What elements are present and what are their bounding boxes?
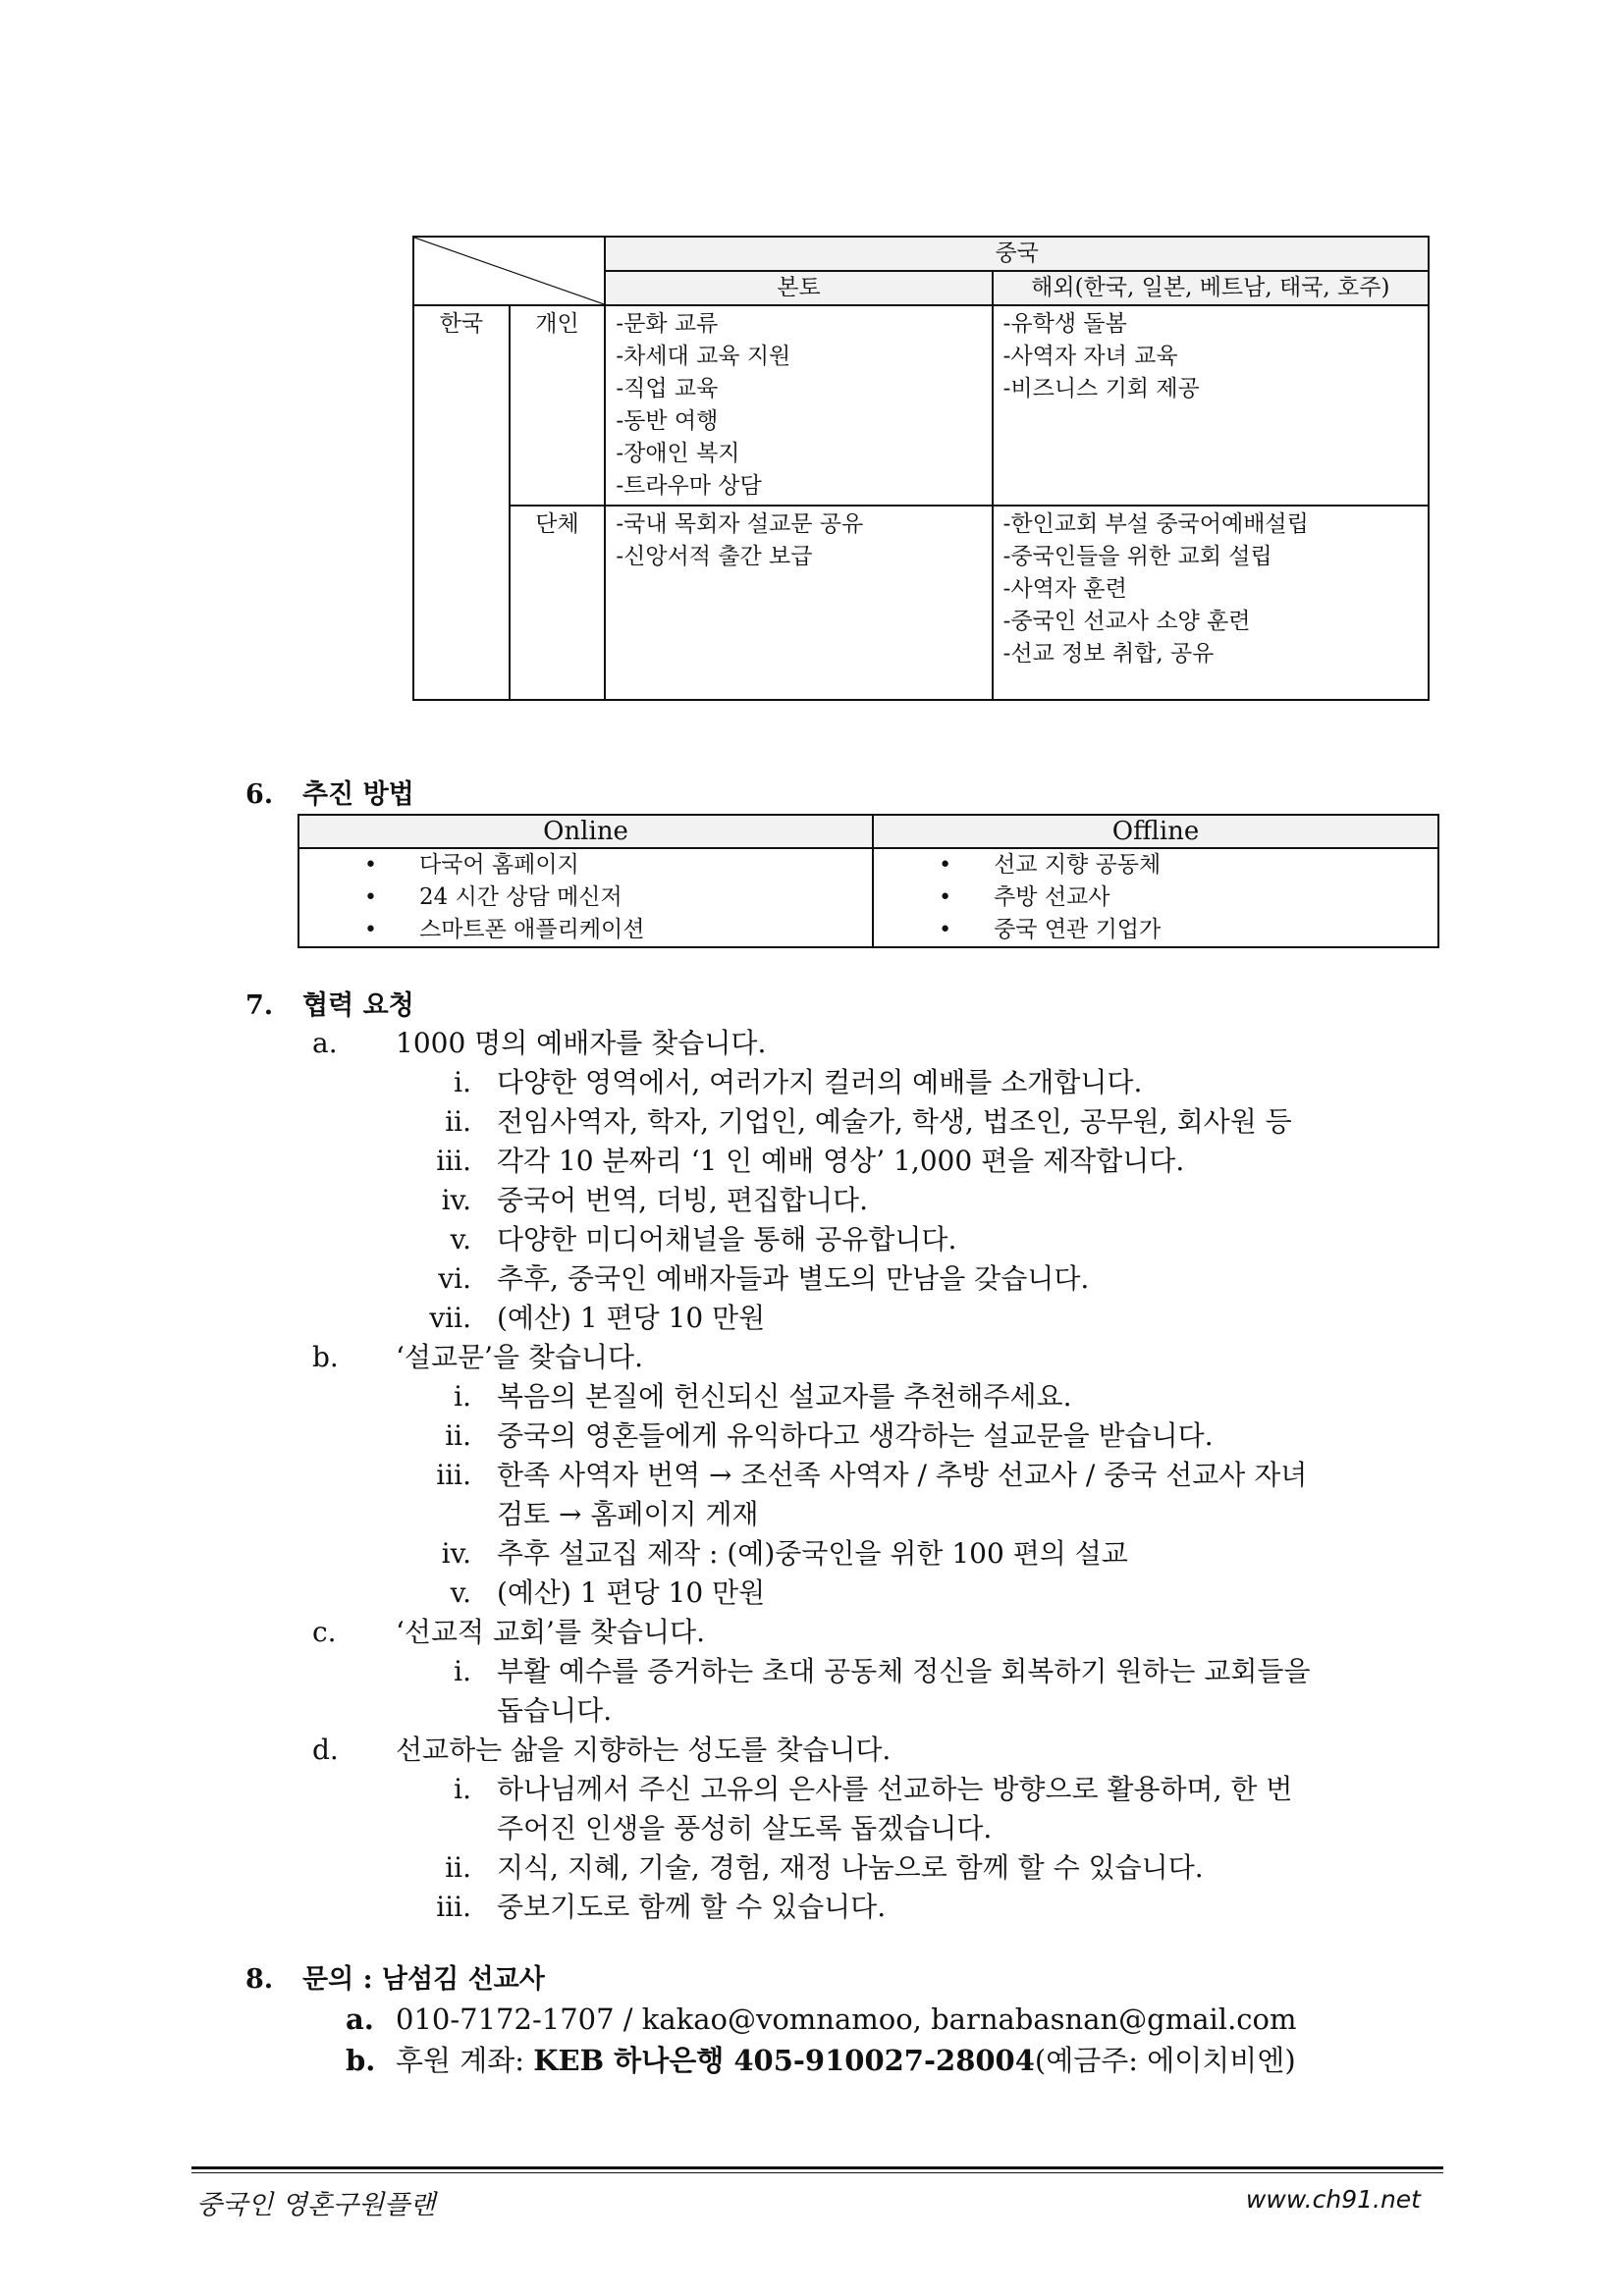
list-item: v. 다양한 미디어채널을 통해 공유합니다. [450,1223,957,1255]
list-item: vii. (예산) 1 편당 10 만원 [429,1302,766,1334]
list-item: i. 부활 예수를 증거하는 초대 공동체 정신을 회복하기 원하는 교회들을 [454,1655,1311,1687]
header-mainland: 본토 [605,271,992,305]
cooperation-matrix-table [412,236,1430,701]
header-online: Online [298,815,873,848]
row-label-individual: 개인 [510,305,606,506]
list-item: -유학생 돌봄 [1002,311,1127,337]
header-china: 중국 [605,237,1429,271]
list-item: c. ‘선교적 교회’를 찾습니다. [312,1616,705,1648]
list-item: -장애인 복지 [616,441,740,466]
section-7-heading [245,984,414,1022]
list-item: d. 선교하는 삶을 지향하는 성도를 찾습니다. [312,1734,892,1766]
list-item: • 추방 선교사 [884,881,1428,914]
list-item: iii. 한족 사역자 번역 → 조선족 사역자 / 추방 선교사 / 중국 선교사 자녀 [436,1459,1308,1491]
list-item: -신앙서적 출간 보급 [616,544,813,569]
list-item: -사역자 훈련 [1002,576,1127,602]
contact-item: a. 010-7172-1707 / kakao@vomnamoo, barnabasnan@gmail.com [0,1999,1623,2040]
list-item: -중국인들을 위한 교회 설립 [1002,544,1272,569]
list-item: • 선교 지향 공동체 [884,849,1428,881]
list-item: i. 다양한 영역에서, 여러가지 컬러의 예배를 소개합니다. [454,1066,1143,1098]
offline-cell [873,848,1438,947]
list-item: v. (예산) 1 편당 10 만원 [450,1576,766,1609]
footer-title: 중국인 영혼구원플랜 [196,2190,436,2220]
method-table [298,814,1439,948]
cell-group-mainland [605,506,992,700]
account-prefix: 후원 계좌: [396,2044,534,2077]
diagonal-header-cell [413,237,605,305]
section-title: 협력 요청 [302,990,414,1021]
list-item: • 중국 연관 기업가 [884,914,1428,946]
section-title: 문의 : 남섬김 선교사 [302,1964,545,1995]
section-8-heading [245,1957,545,1996]
footer-rule [191,2166,1443,2169]
list-item-continuation: 주어진 인생을 풍성히 살도록 돕겠습니다. [497,1812,993,1844]
list-item: ii. 중국의 영혼들에게 유익하다고 생각하는 설교문을 받습니다. [445,1419,1214,1452]
list-item: -중국인 선교사 소양 훈련 [1002,609,1251,634]
list-item: -선교 정보 취합, 공유 [1002,641,1215,667]
list-item: iii. 각각 10 분짜리 ‘1 인 예배 영상’ 1,000 편을 제작합니다. [436,1145,1185,1177]
contact-text: 010-7172-1707 / kakao@vomnamoo, barnabasnan@gmail.com [396,2002,1297,2036]
section-number: 8. [245,1964,274,1995]
list-item: ii. 지식, 지혜, 기술, 경험, 재정 나눔으로 함께 할 수 있습니다. [445,1851,1204,1884]
list-item: i. 복음의 본질에 헌신되신 설교자를 추천해주세요. [454,1380,1072,1413]
list-item: iii. 중보기도로 함께 할 수 있습니다. [436,1891,887,1923]
list-item: -직업 교육 [616,376,719,401]
list-item: -국내 목회자 설교문 공유 [616,511,864,537]
list-item: -사역자 자녀 교육 [1002,344,1178,369]
diagonal-line [414,238,604,304]
footer-website: www.ch91.net [1245,2185,1421,2214]
header-offline: Offline [873,815,1438,848]
list-item: -한인교회 부설 중국어예배설립 [1002,511,1309,537]
list-item: -동반 여행 [616,408,719,434]
list-item: • 24 시간 상담 메신저 [309,881,862,914]
section-number: 7. [245,990,274,1021]
list-item: iv. 추후 설교집 제작 : (예)중국인을 위한 100 편의 설교 [441,1537,1128,1570]
footer-rule-thin [191,2172,1443,2173]
section-title: 추진 방법 [302,779,414,810]
online-cell [298,848,873,947]
list-item: -문화 교류 [616,311,719,337]
list-item-continuation: 검토 → 홈페이지 게재 [497,1498,759,1530]
list-item: -트라우마 상담 [616,473,762,499]
row-label-korea: 한국 [413,305,510,700]
header-overseas: 해외(한국, 일본, 베트남, 태국, 호주) [993,271,1429,305]
contact-list [0,1999,1623,2081]
cell-group-overseas [993,506,1429,700]
list-item: i. 하나님께서 주신 고유의 은사를 선교하는 방향으로 활용하며, 한 번 [454,1773,1293,1805]
cell-individual-overseas [993,305,1429,506]
list-item: vi. 추후, 중국인 예배자들과 별도의 만남을 갖습니다. [438,1262,1090,1295]
list-item: ii. 전임사역자, 학자, 기업인, 예술가, 학생, 법조인, 공무원, 회사원 등 [445,1105,1292,1138]
list-item: -차세대 교육 지원 [616,344,791,369]
list-item-continuation: 돕습니다. [497,1694,613,1727]
section-6-heading [245,773,414,811]
account-holder: (예금주: 에이치비엔) [1034,2044,1296,2077]
list-item: b. ‘설교문’을 찾습니다. [312,1341,643,1373]
list-item: • 스마트폰 애플리케이션 [309,914,862,946]
list-item: a. 1000 명의 예배자를 찾습니다. [312,1027,767,1059]
cooperation-request-list [0,1024,1623,1927]
list-item: • 다국어 홈페이지 [309,849,862,881]
section-number: 6. [245,779,274,810]
list-item: iv. 중국어 번역, 더빙, 편집합니다. [441,1184,868,1216]
cell-individual-mainland [605,305,992,506]
row-label-group: 단체 [510,506,606,700]
bank-account: KEB 하나은행 405-910027-28004 [533,2044,1035,2077]
account-item: b. 후원 계좌: KEB 하나은행 405-910027-28004(예금주: 에이치비엔) [346,2044,1296,2077]
list-item: -비즈니스 기회 제공 [1002,376,1200,401]
